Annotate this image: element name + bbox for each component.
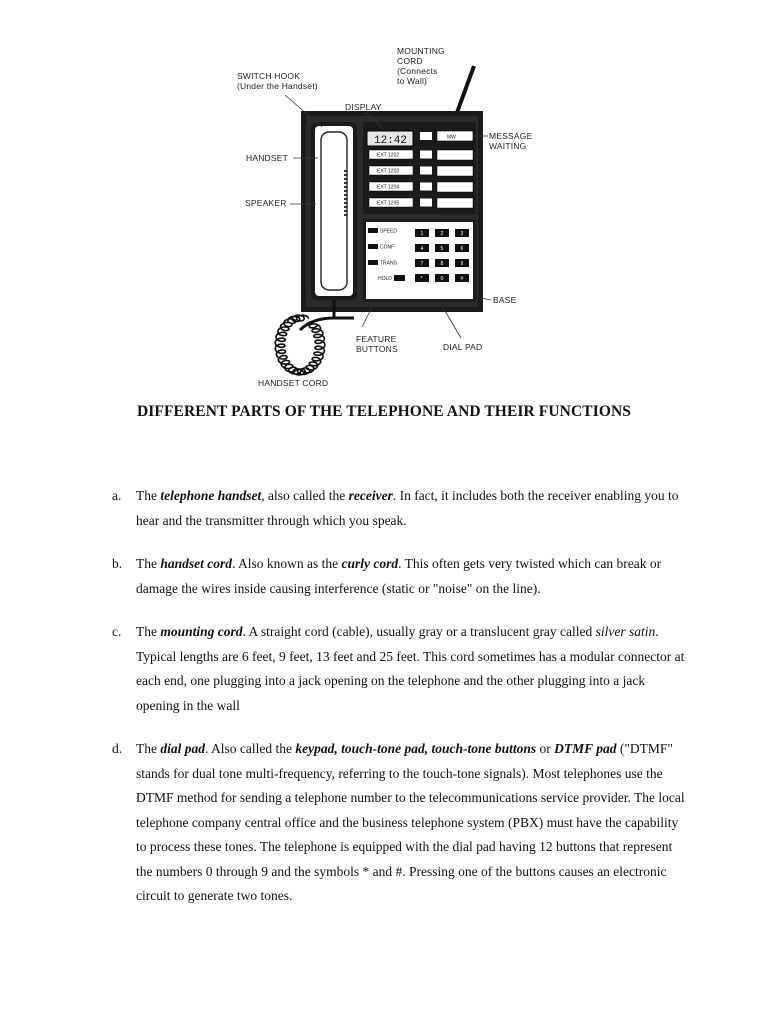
extension-label: EXT 1205 [377,200,400,207]
emphasized-term: keypad, touch-tone pad, touch-tone buttons [295,741,537,756]
dial-pad-label: DIAL PAD [443,342,483,352]
extension-card [437,182,473,192]
mounting-cord [455,66,474,118]
base-label: BASE [493,295,517,305]
text-run: The [136,624,161,639]
text-run: . In fact, it includes both the receiver enabling you to hear and the transmitter through which you speak. [136,488,679,528]
speaker-dot [344,190,347,192]
extension-label: EXT 1203 [377,168,400,175]
keypad-key-label: # [460,276,464,282]
keypad-key-label: 1 [420,231,424,237]
list-item-text [136,488,678,528]
mw-label: MW [447,134,456,141]
display-label: DISPLAY [345,102,382,112]
text-run: ("DTMF" stands for dual tone multi-frequency, referring to the touch-tone signals). Most telephones use the DTMF method for sending a telephone number to the telecommunications service provider. The local telephone company central office and the business telephone system (PBX) must have the capability to process these tones. The telephone is equipped with the dial pad having 12 buttons that represent the numbers 0 through 9 and the symbols * and #. Pressing one of the buttons causes an electronic circuit to generate two tones. [136,741,685,903]
extension-label: EXT 1204 [377,184,400,191]
feature-button-label: HOLD [378,276,392,282]
emphasized-term: receiver [348,488,393,503]
keypad-key-label: * [420,276,423,282]
keypad-key-label: 5 [440,246,444,252]
extension-button[interactable] [420,199,432,207]
handset-grip [321,132,347,290]
list-item [112,620,687,718]
keypad-key-label: 7 [420,261,424,267]
extension-card [437,166,473,176]
list-item-text [136,624,684,713]
keypad-key-label: 8 [440,261,444,267]
extension-card [437,150,473,160]
text-run: . Also known as the [232,556,342,571]
telephone-diagram [0,0,768,395]
list-item [112,484,687,533]
speaker-dot [344,210,347,212]
emphasized-term: handset cord [160,556,233,571]
keypad-key-label: 3 [460,231,464,237]
speaker-dot [344,198,347,200]
keypad-key-label: 4 [420,246,424,252]
text-run: . Also called the [205,741,296,756]
mounting-cord-label: MOUNTING CORD (Connects to Wall) [397,46,445,86]
speaker-dot [344,186,347,188]
handset-cord-label: HANDSET CORD [258,378,329,388]
extension-card [437,198,473,208]
speaker-label: SPEAKER [245,198,287,208]
feature-button-hold[interactable] [394,275,405,281]
cord-coil [275,315,325,375]
keypad-key-label: 2 [440,231,444,237]
list-item-text [136,556,661,596]
list-marker: a. [112,488,122,503]
speaker-dot [344,206,347,208]
extension-button[interactable] [420,151,432,159]
speaker-dot [344,182,347,184]
list-marker: b. [112,556,123,571]
speaker-dot [344,202,347,204]
emphasized-term: mounting cord [160,624,243,639]
handset-cord [275,315,325,375]
mw-button[interactable] [420,132,432,140]
handset-label: HANDSET [246,153,289,163]
text-run: . This often gets very twisted which can break or damage the wires inside causing interference (static or "noise" on the line). [136,556,662,596]
keypad-key-label: 9 [460,261,464,267]
emphasized-term: telephone handset [160,488,262,503]
feature-button-label: CONF [380,244,395,251]
feature-button-trans[interactable] [368,260,378,265]
speaker-dot [344,178,347,180]
speaker-dot [344,194,347,196]
message-waiting-label: MESSAGE WAITING [489,131,533,151]
feature-button-label: TRANS [380,260,397,267]
text-run: The [136,488,161,503]
list-item-text [136,741,685,903]
text-run: . A straight cord (cable), usually gray or a translucent gray called [242,624,596,639]
text-run: The [136,556,161,571]
speaker-dot [344,214,347,216]
page-title: DIFFERENT PARTS OF THE TELEPHONE AND THEIR FUNCTIONS [136,403,631,420]
feature-button-label: SPEED [380,228,397,235]
keypad-key-label: 0 [440,276,444,282]
emphasized-term: curly cord [341,556,399,571]
feature-buttons-label: FEATURE BUTTONS [356,334,398,354]
text-run: or [536,741,555,756]
text-run: The [136,741,161,756]
emphasized-term: silver satin [595,624,656,639]
text-run: , also called the [261,488,349,503]
speaker-dot [344,174,347,176]
extension-button[interactable] [420,167,432,175]
emphasized-term: dial pad [160,741,206,756]
list-item [112,737,687,909]
display-time: 12:42 [374,135,408,147]
emphasized-term: DTMF pad [554,741,617,756]
keypad-key-label: 6 [460,246,464,252]
text-run: . Typical lengths are 6 feet, 9 feet, 13 feet and 25 feet. This cord sometimes has a modular connector at each end, one plugging into a jack opening on the telephone and the other plugging into a jack opening in the wall [136,624,685,713]
feature-button-conf[interactable] [368,244,378,249]
telephone-drawing [0,0,768,395]
speaker-dot [344,170,347,172]
parts-list [112,484,687,928]
feature-button-speed[interactable] [368,228,378,233]
list-item [112,552,687,601]
extension-button[interactable] [420,183,432,191]
list-marker: d. [112,741,123,756]
extension-label: EXT 1202 [377,152,400,159]
list-marker: c. [112,624,122,639]
switch-hook-label: SWITCH HOOK (Under the Handset) [237,71,318,91]
